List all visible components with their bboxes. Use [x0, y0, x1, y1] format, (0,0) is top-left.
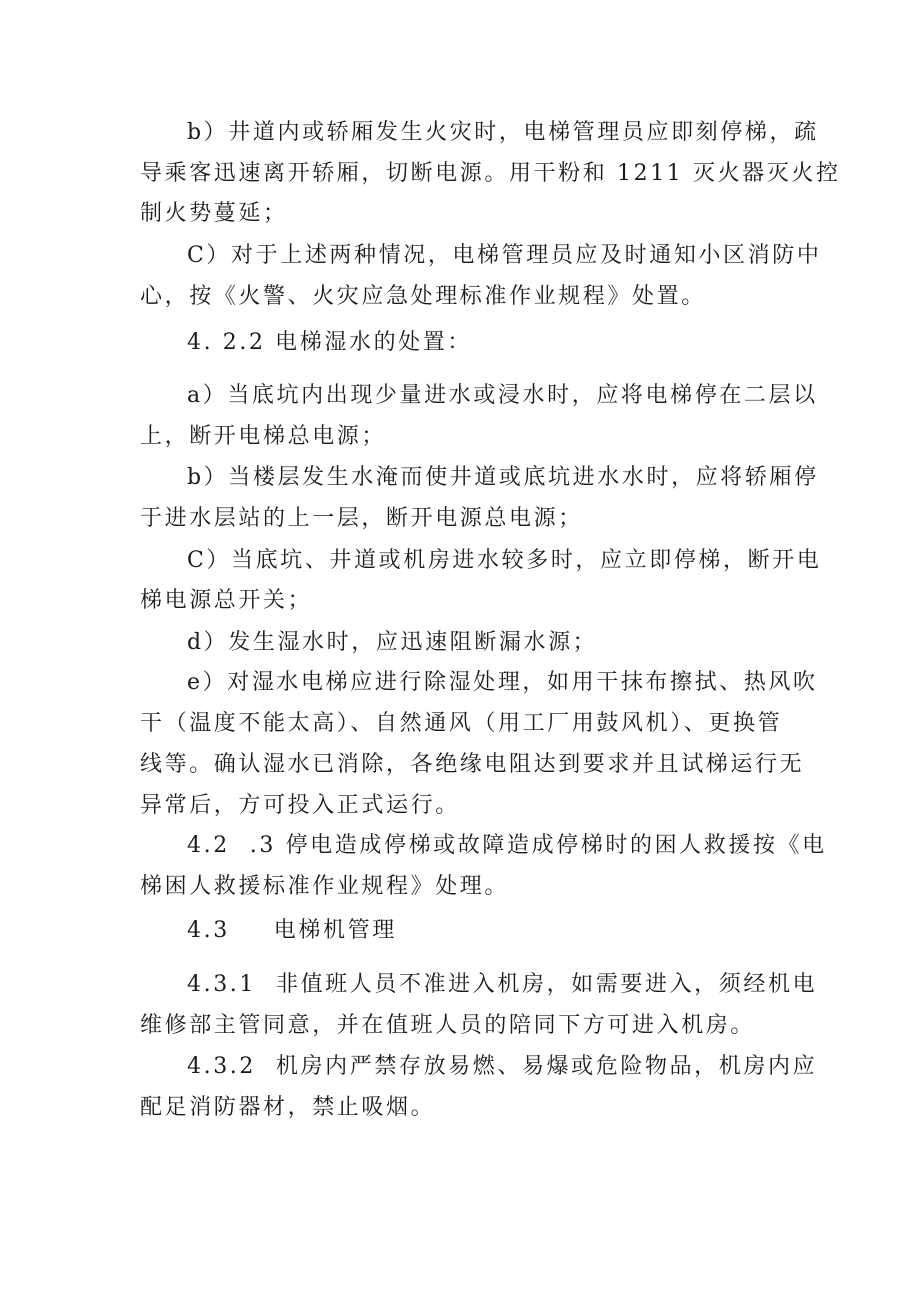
section-heading-4-3 — [187, 915, 397, 947]
paragraph-6-line-2: 梯电源总开关； — [140, 588, 313, 613]
paragraph-1-line-3: 制火势蔓延； — [140, 201, 288, 226]
paragraph-8-line-2: 干（温度不能太高）、自然通风（用工厂用鼓风机）、更换管 — [140, 711, 783, 736]
paragraph-2-line-2: 心，按《火警、火灾应急处理标准作业规程》处置。 — [140, 284, 706, 309]
section-number: 4.3.2 — [187, 1054, 256, 1079]
paragraph-8-line-3: 线等。确认湿水已消除，各绝缘电阻达到要求并且试梯运行无 — [140, 752, 805, 777]
section-number: 4.3.1 — [187, 972, 256, 997]
paragraph-7-line-1: d）发生湿水时，应迅速阻断漏水源； — [187, 630, 598, 655]
paragraph-1-line-2: 导乘客迅速离开轿厢，切断电源。用干粉和 1211 灭火器灭火控 — [140, 161, 841, 186]
section-number: 4.2 — [187, 833, 230, 858]
paragraph-11-line-2: 维修部主管同意，并在值班人员的陪同下方可进入机房。 — [140, 1013, 756, 1038]
paragraph-1-line-1: b）井道内或轿厢发生火灾时，电梯管理员应即刻停梯，疏 — [187, 120, 819, 145]
paragraph-9-line-2: 梯困人救援标准作业规程》处理。 — [140, 874, 510, 899]
paragraph-6-line-1: C）当底坑、井道或机房进水较多时，应立即停梯，断开电 — [187, 548, 822, 573]
paragraph-8-line-1: e）对湿水电梯应进行除湿处理，如用干抹布擦拭、热风吹 — [187, 670, 818, 695]
section-number: 4.3 — [187, 918, 230, 943]
paragraph-5-line-2: 于进水层站的上一层，断开电源总电源； — [140, 506, 583, 531]
paragraph-12-text: 机房内严禁存放易燃、易爆或危险物品，机房内应 — [275, 1054, 818, 1079]
paragraph-8-line-4: 异常后，方可投入正式运行。 — [140, 793, 460, 818]
section-title: 电梯机管理 — [273, 918, 397, 943]
paragraph-5-line-1: b）当楼层发生水淹而使井道或底坑进水水时，应将轿厢停 — [187, 465, 819, 490]
paragraph-4-line-1: a）当底坑内出现少量进水或浸水时，应将电梯停在二层以 — [187, 383, 818, 408]
paragraph-11-line-1 — [187, 969, 817, 1001]
paragraph-9-line-1 — [187, 830, 827, 862]
paragraph-2-line-1: C）对于上述两种情况，电梯管理员应及时通知小区消防中 — [187, 243, 822, 268]
section-heading-4-2-2: 4. 2.2 电梯湿水的处置： — [187, 330, 472, 355]
paragraph-11-text: 非值班人员不准进入机房，如需要进入，须经机电 — [275, 972, 818, 997]
paragraph-4-line-2: 上，断开电梯总电源； — [140, 424, 387, 449]
paragraph-12-line-1 — [187, 1051, 817, 1083]
paragraph-12-line-2: 配足消防器材，禁止吸烟。 — [140, 1095, 436, 1120]
paragraph-9-text: .3 停电造成停梯或故障造成停梯时的困人救援按《电 — [249, 833, 827, 858]
